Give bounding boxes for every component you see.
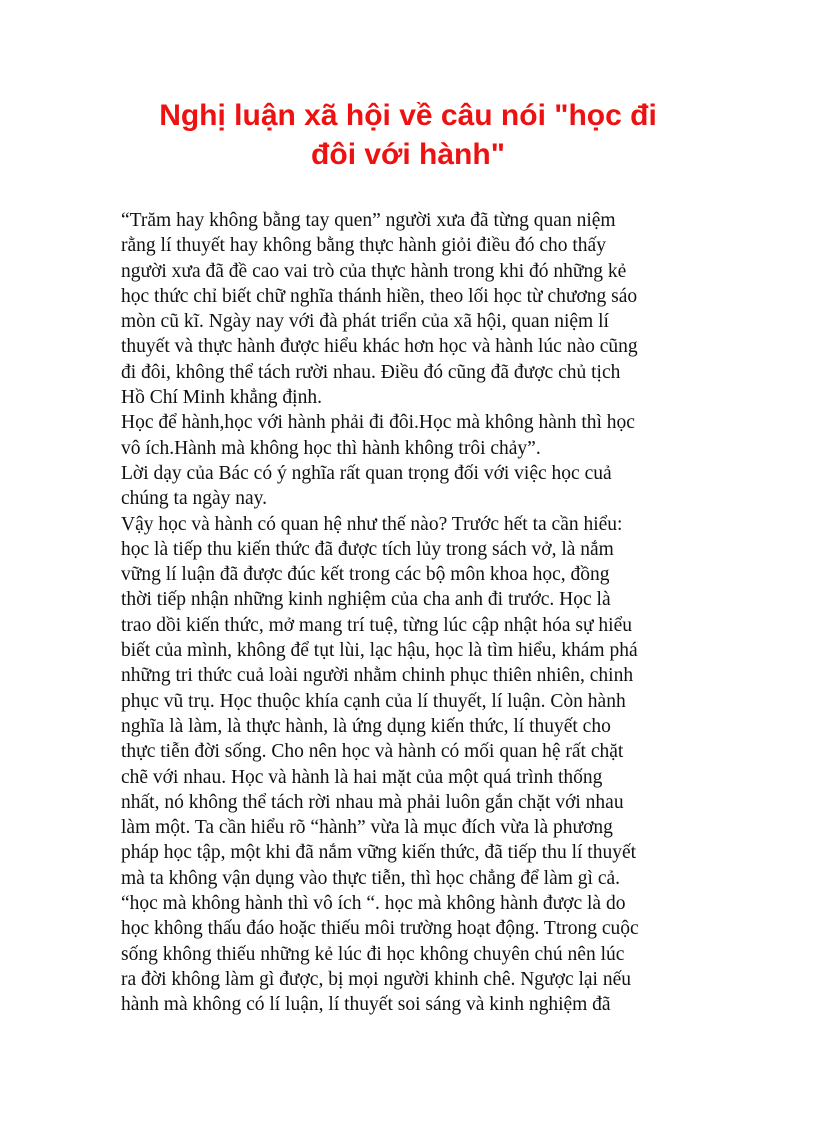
text-line: học là tiếp thu kiến thức đã được tích lủy trong sách vở, là nắm: [121, 538, 614, 560]
text-line: trao dồi kiến thức, mở mang trí tuệ, từng lúc cập nhật hóa sự hiểu: [121, 614, 632, 636]
text-line: người xưa đã đề cao vai trò của thực hành trong khi đó những kẻ: [121, 260, 627, 282]
text-line: biết của mình, không để tụt lùi, lạc hậu, học là tìm hiểu, khám phá: [121, 640, 638, 662]
text-line: phục vũ trụ. Học thuộc khía cạnh của lí thuyết, lí luận. Còn hành: [121, 690, 626, 712]
text-line: ra đời không làm gì được, bị mọi người khinh chê. Ngược lại nếu: [121, 968, 631, 990]
title-line: Nghị luận xã hội về câu nói "học đi: [159, 99, 657, 132]
text-line: học không thấu đáo hoặc thiếu môi trường hoạt động. Ttrong cuộc: [121, 918, 639, 940]
text-line: nhất, nó không thể tách rời nhau mà phải luôn gắn chặt với nhau: [121, 791, 624, 813]
body-text: [121, 208, 701, 1018]
text-line: chẽ với nhau. Học và hành là hai mặt của một quá trình thống: [121, 766, 603, 788]
text-line: thời tiếp nhận những kinh nghiệm của cha anh đi trước. Học là: [121, 589, 611, 611]
text-line: mòn cũ kĩ. Ngày nay với đà phát triển của xã hội, quan niệm lí: [121, 311, 609, 333]
text-line: đi đôi, không thể tách rười nhau. Điều đó cũng đã được chủ tịch: [121, 361, 621, 383]
text-line: hành mà không có lí luận, lí thuyết soi sáng và kinh nghiệm đã: [121, 994, 611, 1016]
text-line: học thức chỉ biết chữ nghĩa thánh hiền, theo lối học từ chương sáo: [121, 285, 638, 307]
text-line: thuyết và thực hành được hiểu khác hơn học và hành lúc nào cũng: [121, 336, 638, 358]
text-line: Vậy học và hành có quan hệ như thế nào? Trước hết ta cần hiểu:: [121, 513, 623, 535]
text-line: thực tiễn đời sống. Cho nên học và hành có mối quan hệ rất chặt: [121, 741, 624, 763]
text-line: nghĩa là làm, là thực hành, là ứng dụng kiến thức, lí thuyết cho: [121, 715, 611, 737]
text-line: Lời dạy của Bác có ý nghĩa rất quan trọng đối với việc học cuả: [121, 462, 612, 484]
text-line: rằng lí thuyết hay không bằng thực hành giỏi điều đó cho thấy: [121, 235, 606, 257]
text-line: “Trăm hay không bằng tay quen” người xưa đã từng quan niệm: [121, 210, 616, 231]
title-line: đôi với hành": [311, 138, 505, 171]
page-title: [100, 96, 716, 174]
text-line: những tri thức cuả loài người nhằm chinh phục thiên nhiên, chinh: [121, 665, 634, 687]
text-line: vững lí luận đã được đúc kết trong các bộ môn khoa học, đồng: [121, 564, 610, 586]
text-line: vô ích.Hành mà không học thì hành không trôi chảy”.: [121, 437, 541, 459]
text-line: mà ta không vận dụng vào thực tiễn, thì học chẳng để làm gì cả.: [121, 867, 621, 889]
text-line: “học mà không hành thì vô ích “. học mà không hành được là do: [121, 893, 626, 915]
text-line: Học để hành,học với hành phải đi đôi.Học mà không hành thì học: [121, 412, 635, 434]
text-line: làm một. Ta cần hiểu rõ “hành” vừa là mục đích vừa là phương: [121, 817, 613, 839]
text-line: sống không thiếu những kẻ lúc đi học không chuyên chú nên lúc: [121, 943, 625, 965]
text-line: chúng ta ngày nay.: [121, 488, 268, 510]
text-line: pháp học tập, một khi đã nắm vững kiến thức, đã tiếp thu lí thuyết: [121, 842, 637, 864]
text-line: Hồ Chí Minh khẳng định.: [121, 387, 322, 409]
